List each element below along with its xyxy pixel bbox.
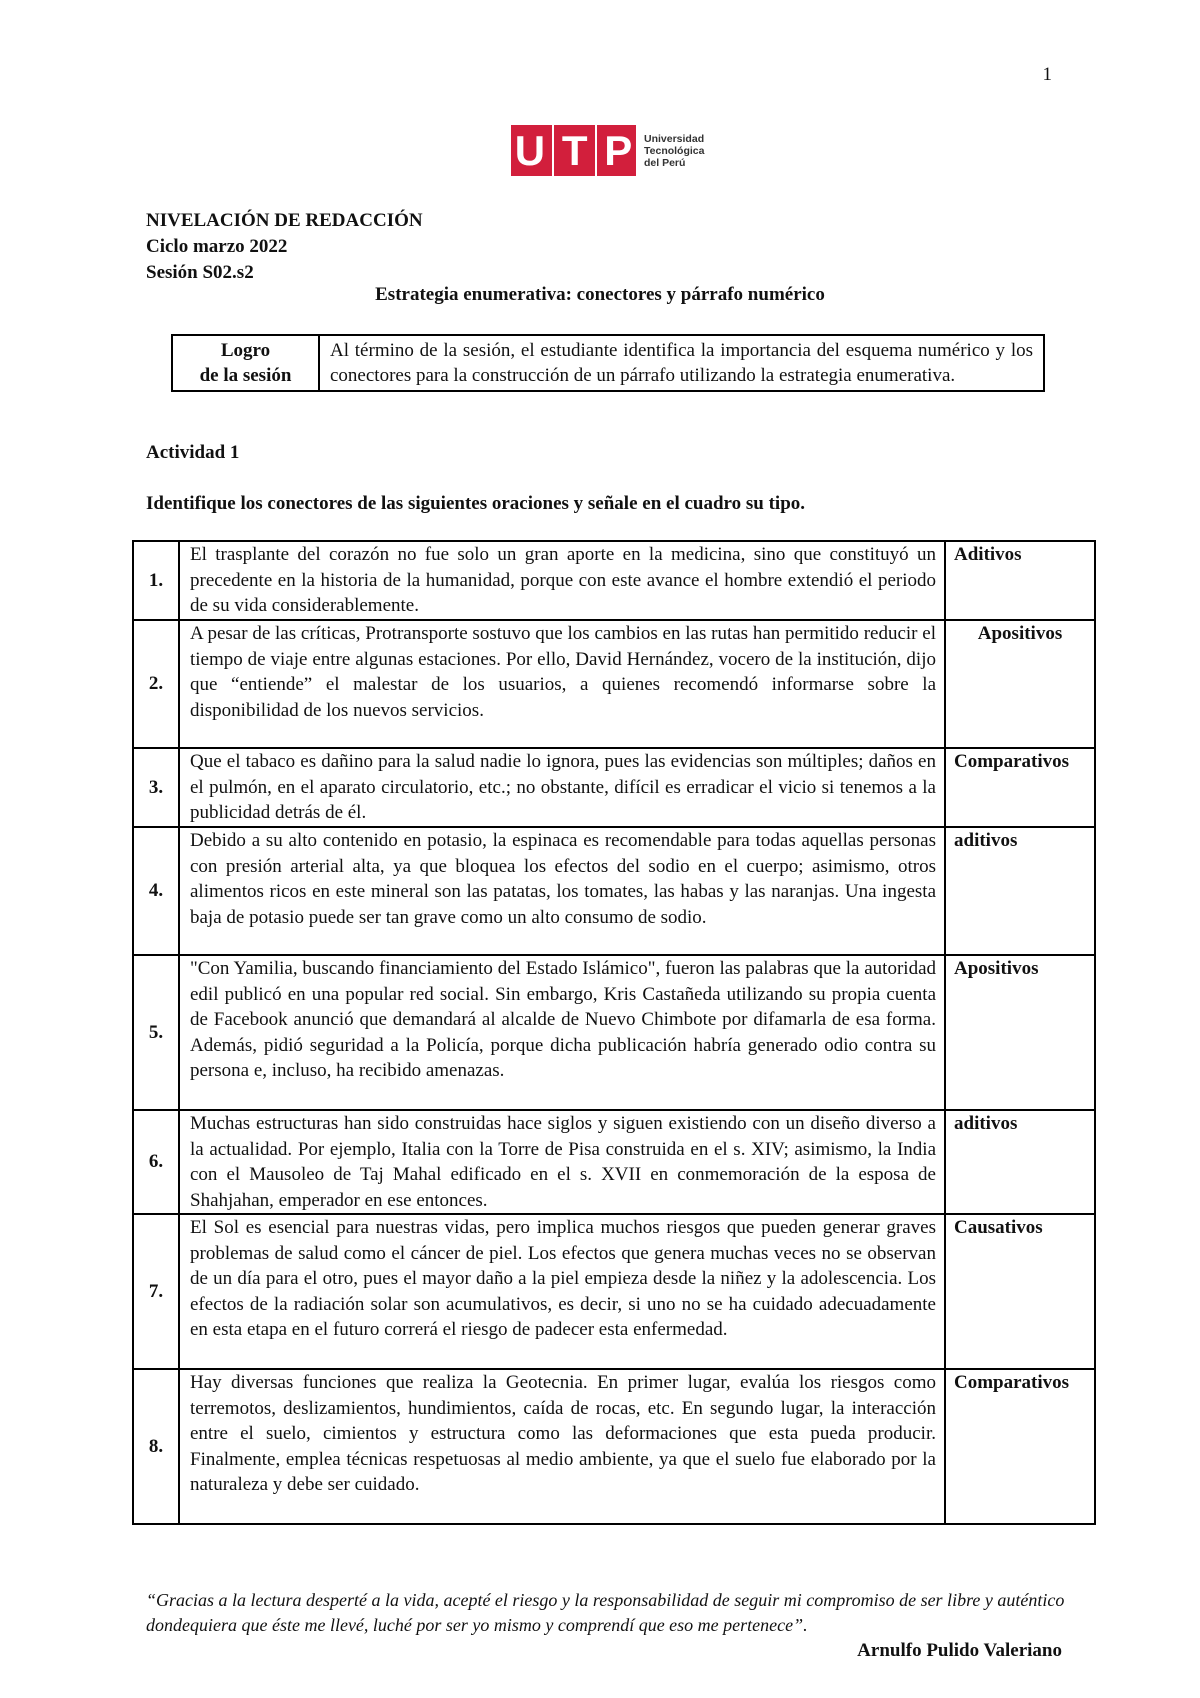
- row-number: 2.: [133, 620, 179, 748]
- logo-letter-u: U: [514, 126, 546, 174]
- row-connector-type[interactable]: aditivos: [945, 1110, 1095, 1214]
- logro-label-line-1: Logro: [220, 340, 271, 361]
- table-row: [133, 1110, 1095, 1214]
- table-row: [133, 1214, 1095, 1369]
- logo-line-3: del Perú: [644, 156, 686, 169]
- row-sentence: Hay diversas funciones que realiza la Geotecnia. En primer lugar, evalúa los riesgos como terremotos, deslizamientos, hundimientos, caída de rocas, etc. En segundo lugar, la interacción entre el suelo, cimientos y estructura como las deformaciones que esta pueda producir. Finalmente, emplea técnicas respetuosas al medio ambiente, ya que el suelo fue elaborado por la naturaleza y debe ser cuidado.: [179, 1369, 945, 1524]
- table-row: [133, 541, 1095, 620]
- row-sentence: "Con Yamilia, buscando financiamiento del Estado Islámico", fueron las palabras que la autoridad edil publicó en una popular red social. Sin embargo, Kris Castañeda utilizando su propia cuenta de Facebook anunció que demandará al alcalde de Nuevo Chimbote por difamarla de esa forma. Además, pidió seguridad a la Policía, porque dicha publicación habría generado odio contra su persona e, incluso, ha recibido amenazas.: [179, 955, 945, 1110]
- logo-line-1: Universidad: [644, 132, 705, 145]
- logro-text: Al término de la sesión, el estudiante identifica la importancia del esquema numérico y los conectores para la construcción de un párrafo utilizando la estrategia enumerativa.: [319, 335, 1044, 391]
- row-connector-type[interactable]: Apositivos: [945, 955, 1095, 1110]
- row-number: 3.: [133, 748, 179, 827]
- closing-quote: “Gracias a la lectura desperté a la vida, acepté el riesgo y la responsabilidad de seguir mi compromiso de ser libre y auténtico dondequiera que éste me llevé, luché por ser yo mismo y comprendí que eso me pertenece”.: [146, 1590, 1065, 1635]
- row-number: 6.: [133, 1110, 179, 1214]
- row-sentence: El Sol es esencial para nuestras vidas, pero implica muchos riesgos que pueden generar graves problemas de salud como el cáncer de piel. Los efectos que genera muchas veces no se observan de un día para el otro, pues el mayor daño a la piel empieza desde la niñez y la adolescencia. Los efectos de la radiación solar son acumulativos, es decir, si uno no se ha cuidado adecuadamente en esta etapa en el futuro correrá el riesgo de padecer esta enfermedad.: [179, 1214, 945, 1369]
- row-connector-type[interactable]: Aditivos: [945, 541, 1095, 620]
- page-number: 1: [1042, 64, 1052, 85]
- row-sentence: Muchas estructuras han sido construidas hace siglos y siguen existiendo con un diseño diverso a la actualidad. Por ejemplo, Italia con la Torre de Pisa construida en el s. XIV; asimismo, la India con el Mausoleo de Taj Mahal edificado en el s. XVII en conmemoración de la esposa de Shahjahan, emperador en ese entonces.: [179, 1110, 945, 1214]
- logro-label-line-2: de la sesión: [199, 365, 292, 386]
- row-connector-type[interactable]: aditivos: [945, 827, 1095, 955]
- table-row: [133, 620, 1095, 748]
- session-label: Sesión S02.s2: [146, 262, 254, 283]
- document-header: [146, 208, 423, 286]
- table-row: [133, 1369, 1095, 1524]
- logo-line-2: Tecnológica: [644, 144, 705, 157]
- table-row: [133, 748, 1095, 827]
- quote-author: Arnulfo Pulido Valeriano: [857, 1640, 1062, 1661]
- row-connector-type[interactable]: Comparativos: [945, 748, 1095, 827]
- row-sentence: Debido a su alto contenido en potasio, la espinaca es recomendable para todas aquellas personas con presión arterial alta, ya que bloquea los efectos del sodio en el cuerpo; asimismo, otros alimentos ricos en este mineral son las patatas, los tomates, las habas y las naranjas. Una ingesta baja de potasio puede ser tan grave como un alto consumo de sodio.: [179, 827, 945, 955]
- row-number: 8.: [133, 1369, 179, 1524]
- activity-title: Actividad 1: [146, 442, 240, 463]
- logo-text: [644, 133, 704, 169]
- table-row: [133, 827, 1095, 955]
- cycle-label: Ciclo marzo 2022: [146, 236, 288, 257]
- logro-label: [172, 335, 319, 391]
- page-subtitle: Estrategia enumerativa: conectores y párrafo numérico: [375, 284, 825, 305]
- row-number: 5.: [133, 955, 179, 1110]
- table-row: [133, 955, 1095, 1110]
- row-sentence: El trasplante del corazón no fue solo un gran aporte en la medicina, sino que constituyó un precedente en la historia de la humanidad, porque con este avance el hombre extendió el periodo de su vida considerablemente.: [179, 541, 945, 620]
- logro-table: [171, 334, 1045, 392]
- utp-logo: [511, 125, 704, 176]
- course-title: NIVELACIÓN DE REDACCIÓN: [146, 210, 423, 231]
- row-number: 1.: [133, 541, 179, 620]
- row-sentence: A pesar de las críticas, Protransporte sostuvo que los cambios en las rutas han permitido reducir el tiempo de viaje entre algunas estaciones. Por ello, David Hernández, vocero de la institución, dijo que “entiende” el malestar de los usuarios, a quienes recomendó informarse sobre la disponibilidad de los nuevos servicios.: [179, 620, 945, 748]
- row-number: 7.: [133, 1214, 179, 1369]
- row-connector-type[interactable]: Comparativos: [945, 1369, 1095, 1524]
- connectors-table: [132, 540, 1096, 1525]
- logo-letter-t: T: [561, 126, 588, 174]
- activity-instruction: Identifique los conectores de las siguientes oraciones y señale en el cuadro su tipo.: [146, 493, 806, 514]
- row-number: 4.: [133, 827, 179, 955]
- row-connector-type[interactable]: Apositivos: [945, 620, 1095, 748]
- logo-letter-p: P: [604, 126, 633, 174]
- logo-mark: [511, 125, 636, 176]
- row-sentence: Que el tabaco es dañino para la salud nadie lo ignora, pues las evidencias son múltiples; daños en el pulmón, en el aparato circulatorio, etc.; no obstante, difícil es erradicar el vicio si tenemos a la publicidad detrás de él.: [179, 748, 945, 827]
- row-connector-type[interactable]: Causativos: [945, 1214, 1095, 1369]
